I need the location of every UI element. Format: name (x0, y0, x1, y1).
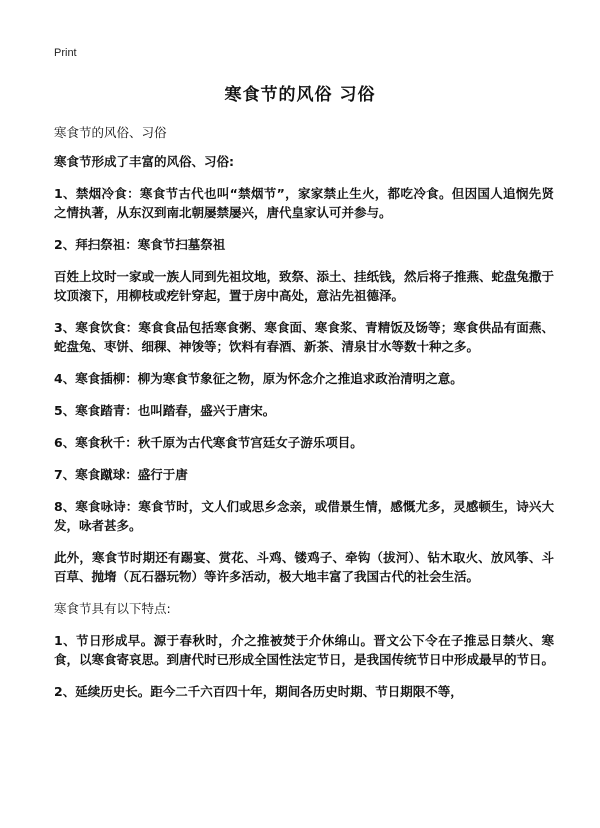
paragraph-feature-1: 1、节日形成早。源于春秋时，介之推被焚于介休绵山。晋文公下令在子推忌日禁火、寒食，以寒食寄哀思。到唐代时已形成全国性法定节日，是我国传统节日中形成最早的节日。 (54, 633, 555, 667)
paragraph-feature-2: 2、延续历史长。距今二千六百四十年，期间各历史时期、节日期限不等， (54, 684, 463, 699)
paragraph-other-activities: 此外，寒食节时期还有踢宴、赏花、斗鸡、镂鸡子、牵钩（拔河）、钻木取火、放风筝、斗百草、抛堶（瓦石器玩物）等许多活动，极大地丰富了我国古代的社会生活。 (54, 550, 554, 584)
paragraph-custom-2: 2、拜扫祭祖：寒食节扫墓祭祖 (54, 237, 226, 252)
page-title: 寒食节的风俗 习俗 (224, 85, 376, 105)
paragraph-features-intro: 寒食节具有以下特点: (54, 601, 171, 616)
document-subtitle: 寒食节的风俗、习俗 (54, 125, 167, 140)
paragraph-custom-6: 6、寒食秋千：秋千原为古代寒食节宫廷女子游乐项目。 (54, 435, 363, 450)
paragraph-custom-5: 5、寒食踏青：也叫踏春，盛兴于唐宋。 (54, 403, 276, 418)
paragraph-custom-4: 4、寒食插柳：柳为寒食节象征之物，原为怀念介之推追求政治清明之意。 (54, 371, 463, 386)
paragraph-intro: 寒食节形成了丰富的风俗、习俗: (54, 154, 234, 169)
document-body (54, 152, 554, 714)
paragraph-custom-1: 1、禁烟冷食：寒食节古代也叫“禁烟节”，家家禁止生火，都吃冷食。但因国人追悯先贤之情执著，从东汉到南北朝屡禁屡兴，唐代皇家认可并参与。 (54, 186, 554, 220)
paragraph-custom-7: 7、寒食蹴球：盛行于唐 (54, 467, 188, 482)
paragraph-custom-3: 3、寒食饮食：寒食食品包括寒食粥、寒食面、寒食浆、青精饭及饧等；寒食供品有面燕、蛇盘兔、枣饼、细稞、神馂等；饮料有春酒、新茶、清泉甘水等数十种之多。 (54, 320, 554, 354)
paragraph-custom-2-detail: 百姓上坟时一家或一族人同到先祖坟地，致祭、添土、挂纸钱，然后将子推燕、蛇盘兔撒于坟顶滚下，用柳枝或疙针穿起，置于房中高处，意沾先祖德泽。 (54, 269, 555, 303)
print-label: Print (54, 47, 77, 59)
paragraph-custom-8: 8、寒食咏诗：寒食节时，文人们或思乡念亲，或借景生情，感慨尤多，灵感顿生，诗兴大发，咏者甚多。 (54, 499, 554, 533)
